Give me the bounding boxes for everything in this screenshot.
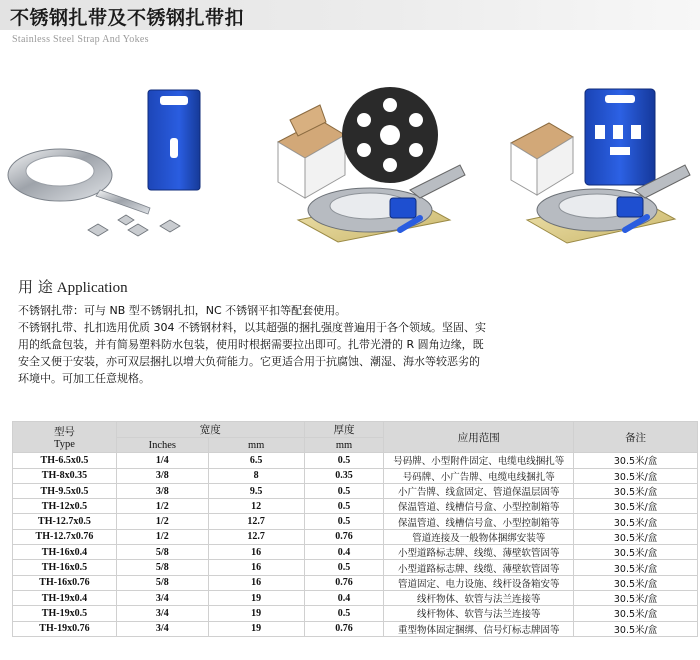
spec-table — [12, 421, 698, 637]
page-title: 不锈钢扎带及不锈钢扎带扣 — [10, 7, 245, 29]
application-heading — [18, 276, 128, 297]
table-row — [13, 545, 698, 560]
table-row — [13, 606, 698, 621]
usage-cell: 管道固定、电力设施、线杆设备箱安等 — [384, 575, 574, 590]
header-thickness-mm: mm — [304, 438, 384, 453]
model-cell: TH-16x0.76 — [13, 575, 117, 590]
model-cell: TH-12x0.5 — [13, 499, 117, 514]
model-cell: TH-16x0.5 — [13, 560, 117, 575]
remark-cell: 30.5米/盒 — [574, 499, 698, 514]
table-row — [13, 575, 698, 590]
inches-cell: 3/4 — [116, 621, 208, 636]
mm-cell: 12.7 — [208, 514, 304, 529]
remark-cell: 30.5米/盒 — [574, 468, 698, 483]
mm-cell: 6.5 — [208, 453, 304, 468]
thickness-cell: 0.76 — [304, 621, 384, 636]
usage-cell: 管道连接及一般物体捆绑安装等 — [384, 529, 574, 544]
mm-cell: 12 — [208, 499, 304, 514]
model-cell: TH-16x0.4 — [13, 545, 117, 560]
header-model-en: Type — [54, 439, 75, 451]
table-row — [13, 499, 698, 514]
usage-cell: 保温管道、线槽信号盒、小型控制箱等 — [384, 514, 574, 529]
model-cell: TH-12.7x0.76 — [13, 529, 117, 544]
spec-table-body — [13, 453, 698, 637]
thickness-cell: 0.5 — [304, 499, 384, 514]
model-cell: TH-19x0.76 — [13, 621, 117, 636]
header-width: 宽度 — [116, 422, 304, 438]
model-cell: TH-19x0.4 — [13, 590, 117, 605]
remark-cell: 30.5米/盒 — [574, 575, 698, 590]
application-heading-en: Application — [56, 280, 128, 296]
strapping-kit-blue-dispenser-image — [505, 85, 700, 255]
thickness-cell: 0.76 — [304, 575, 384, 590]
mm-cell: 9.5 — [208, 483, 304, 498]
usage-cell: 小广告牌、线盒固定、管道保温层固等 — [384, 483, 574, 498]
header-thickness: 厚度 — [304, 422, 384, 438]
table-row — [13, 468, 698, 483]
application-heading-cn: 用 途 — [18, 278, 53, 296]
inches-cell: 1/4 — [116, 453, 208, 468]
inches-cell: 3/4 — [116, 590, 208, 605]
inches-cell: 3/4 — [116, 606, 208, 621]
inches-cell: 5/8 — [116, 575, 208, 590]
steel-strap-coil-image — [0, 80, 205, 245]
thickness-cell: 0.4 — [304, 545, 384, 560]
usage-cell: 重型物体固定捆绑、信号灯标志牌固等 — [384, 621, 574, 636]
header-width-mm: mm — [208, 438, 304, 453]
header-remark: 备注 — [574, 422, 698, 453]
product-photos — [0, 60, 700, 250]
mm-cell: 16 — [208, 545, 304, 560]
page-subtitle: Stainless Steel Strap And Yokes — [12, 34, 149, 45]
thickness-cell: 0.35 — [304, 468, 384, 483]
table-row — [13, 483, 698, 498]
model-cell: TH-6.5x0.5 — [13, 453, 117, 468]
usage-cell: 保温管道、线槽信号盒、小型控制箱等 — [384, 499, 574, 514]
inches-cell: 1/2 — [116, 529, 208, 544]
table-row — [13, 621, 698, 636]
mm-cell: 19 — [208, 606, 304, 621]
mm-cell: 19 — [208, 621, 304, 636]
table-row — [13, 560, 698, 575]
remark-cell: 30.5米/盒 — [574, 606, 698, 621]
header-width-inches: Inches — [116, 438, 208, 453]
table-row — [13, 453, 698, 468]
usage-cell: 号码牌、小型附件固定、电缆电线捆扎等 — [384, 453, 574, 468]
inches-cell: 3/8 — [116, 483, 208, 498]
remark-cell: 30.5米/盒 — [574, 529, 698, 544]
application-line-2: 不锈钢扎带、扎扣选用优质 304 不锈钢材料，以其超强的捆扎强度普遍用于各个领域。坚固、实用的纸盒包装，并有简易塑料防水包装，使用时根据需要拉出即可。扎带光滑的 R 圆角边缘，既安全又便于安装，亦可双层捆扎以增大负荷能力。它更适合用于抗腐蚀、潮湿、海水等较恶劣的环境中。可加工任意规格。 — [18, 321, 486, 385]
mm-cell: 19 — [208, 590, 304, 605]
header-model — [13, 422, 117, 453]
mm-cell: 8 — [208, 468, 304, 483]
strapping-kit-black-reel-image — [270, 80, 470, 250]
usage-cell: 小型道路标志牌、线缆、薄壁软管固等 — [384, 545, 574, 560]
header-usage: 应用范围 — [384, 422, 574, 453]
thickness-cell: 0.5 — [304, 483, 384, 498]
remark-cell: 30.5米/盒 — [574, 621, 698, 636]
model-cell: TH-12.7x0.5 — [13, 514, 117, 529]
thickness-cell: 0.5 — [304, 514, 384, 529]
table-row — [13, 590, 698, 605]
thickness-cell: 0.4 — [304, 590, 384, 605]
usage-cell: 小型道路标志牌、线缆、薄壁软管固等 — [384, 560, 574, 575]
inches-cell: 1/2 — [116, 499, 208, 514]
model-cell: TH-9.5x0.5 — [13, 483, 117, 498]
inches-cell: 3/8 — [116, 468, 208, 483]
remark-cell: 30.5米/盒 — [574, 560, 698, 575]
thickness-cell: 0.76 — [304, 529, 384, 544]
thickness-cell: 0.5 — [304, 560, 384, 575]
usage-cell: 线杆物体、软管与法兰连接等 — [384, 606, 574, 621]
header-model-cn: 型号 — [53, 427, 75, 439]
remark-cell: 30.5米/盒 — [574, 483, 698, 498]
usage-cell: 号码牌、小广告牌、电缆电线捆扎等 — [384, 468, 574, 483]
application-line-1: 不锈钢扎带：可与 NB 型不锈钢扎扣，NC 不锈钢平扣等配套使用。 — [18, 304, 347, 317]
remark-cell: 30.5米/盒 — [574, 453, 698, 468]
model-cell: TH-19x0.5 — [13, 606, 117, 621]
mm-cell: 16 — [208, 575, 304, 590]
table-row — [13, 529, 698, 544]
thickness-cell: 0.5 — [304, 453, 384, 468]
table-row — [13, 514, 698, 529]
inches-cell: 1/2 — [116, 514, 208, 529]
remark-cell: 30.5米/盒 — [574, 590, 698, 605]
model-cell: TH-8x0.35 — [13, 468, 117, 483]
mm-cell: 12.7 — [208, 529, 304, 544]
inches-cell: 5/8 — [116, 545, 208, 560]
inches-cell: 5/8 — [116, 560, 208, 575]
thickness-cell: 0.5 — [304, 606, 384, 621]
mm-cell: 16 — [208, 560, 304, 575]
remark-cell: 30.5米/盒 — [574, 545, 698, 560]
remark-cell: 30.5米/盒 — [574, 514, 698, 529]
usage-cell: 线杆物体、软管与法兰连接等 — [384, 590, 574, 605]
